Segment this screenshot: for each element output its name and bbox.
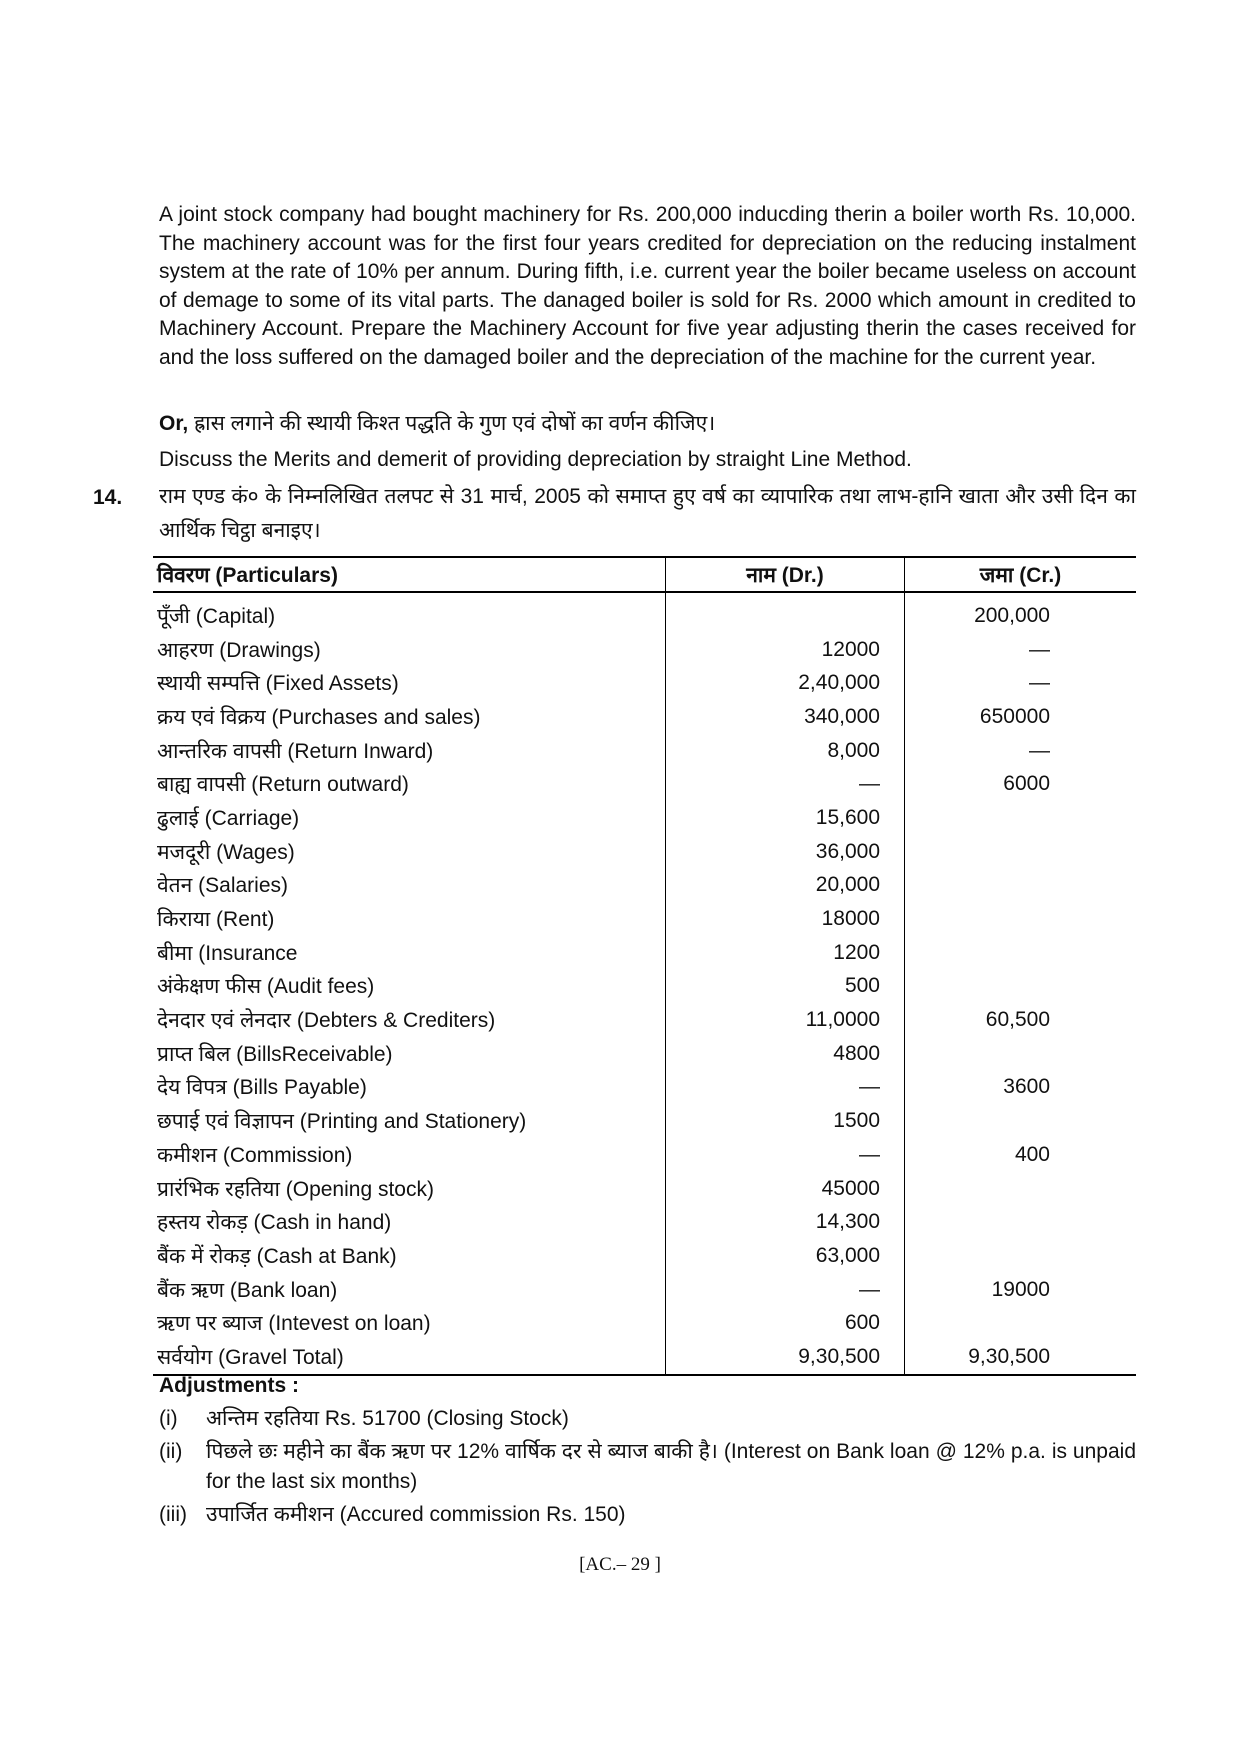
dr-amount-cell: 500: [666, 970, 905, 1004]
dr-amount-cell: 14,300: [666, 1205, 905, 1239]
table-row: [153, 1138, 1136, 1172]
table-row: [153, 592, 1136, 633]
dr-amount-cell: 63,000: [666, 1239, 905, 1273]
adjustment-number: (iii): [159, 1503, 187, 1526]
particular-cell: वेतन (Salaries): [157, 874, 288, 898]
particular-cell: देय विपत्र (Bills Payable): [157, 1076, 367, 1100]
cr-amount-cell: 6000: [905, 767, 1137, 801]
cr-amount-cell: [905, 1037, 1137, 1071]
cr-amount-cell: 19000: [905, 1273, 1137, 1307]
table-row: [153, 1205, 1136, 1239]
table-row: [153, 1306, 1136, 1340]
cr-amount-cell: 200,000: [905, 592, 1137, 633]
dr-amount-cell: 1200: [666, 936, 905, 970]
adjustment-item: [159, 1404, 1136, 1434]
particular-cell: ढुलाई (Carriage): [157, 806, 300, 830]
header-dr: नाम (Dr.): [666, 557, 905, 592]
cr-amount-cell: —: [905, 666, 1137, 700]
or-hindi-line: [159, 410, 715, 438]
dr-amount-cell: 15,600: [666, 801, 905, 835]
or-hindi-text: ह्रास लगाने की स्थायी किश्त पद्धति के गुण एवं दोषों का वर्णन कीजिए।: [194, 412, 716, 435]
dr-amount-cell: 11,0000: [666, 1003, 905, 1037]
cr-amount-cell: [905, 1239, 1137, 1273]
cr-amount-cell: [905, 1172, 1137, 1206]
or-label: Or,: [159, 412, 189, 435]
dr-amount-cell: —: [666, 1273, 905, 1307]
particular-cell: बैंक ऋण (Bank loan): [157, 1278, 338, 1302]
table-row: [153, 700, 1136, 734]
dr-amount-cell: —: [666, 1071, 905, 1105]
or-english-text: Discuss the Merits and demerit of providing depreciation by straight Line Method.: [159, 448, 912, 471]
dr-amount-cell: 9,30,500: [666, 1340, 905, 1375]
table-row: [153, 1071, 1136, 1105]
particular-cell: देनदार एवं लेनदार (Debters & Crediters): [157, 1009, 496, 1033]
table-row: [153, 1003, 1136, 1037]
cr-amount-cell: [905, 1205, 1137, 1239]
adjustment-text: अन्तिम रहतिया Rs. 51700 (Closing Stock): [206, 1407, 569, 1430]
particular-cell: अंकेक्षण फीस (Audit fees): [157, 975, 375, 999]
table-row: [153, 902, 1136, 936]
table-row: [153, 1104, 1136, 1138]
dr-amount-cell: 12000: [666, 633, 905, 667]
dr-amount-cell: 18000: [666, 902, 905, 936]
dr-amount-cell: 8,000: [666, 734, 905, 768]
cr-amount-cell: 60,500: [905, 1003, 1137, 1037]
dr-amount-cell: 2,40,000: [666, 666, 905, 700]
cr-amount-cell: 400: [905, 1138, 1137, 1172]
table-row: [153, 1172, 1136, 1206]
dr-amount-cell: [666, 592, 905, 633]
adjustment-number: (i): [159, 1407, 178, 1430]
question-13-text: A joint stock company had bought machinery for Rs. 200,000 inducding therin a boiler worth Rs. 10,000. The machinery account was for the first four years credited for depreciation on the reducing instalment system at the rate of 10% per annum. During fifth, i.e. current year the boiler became useless on account of demage to some of its vital parts. The danaged boiler is sold for Rs. 2000 which amount in credited to Machinery Account. Prepare the Machinery Account for five year adjusting therin the cases received for and the loss suffered on the damaged boiler and the depreciation of the machine for the current year.: [159, 203, 1136, 369]
cr-amount-cell: [905, 869, 1137, 903]
particular-cell: बाह्य वापसी (Return outward): [157, 773, 409, 797]
dr-amount-cell: —: [666, 1138, 905, 1172]
table-row: [153, 1273, 1136, 1307]
dr-amount-cell: —: [666, 767, 905, 801]
dr-amount-cell: 600: [666, 1306, 905, 1340]
header-particulars: विवरण (Particulars): [153, 557, 666, 592]
particular-cell: ऋण पर ब्याज (Intevest on loan): [157, 1312, 431, 1336]
cr-amount-cell: [905, 835, 1137, 869]
cr-amount-cell: [905, 1104, 1137, 1138]
table-row: [153, 1037, 1136, 1071]
cr-amount-cell: 650000: [905, 700, 1137, 734]
particular-cell: क्रय एवं विक्रय (Purchases and sales): [157, 705, 481, 729]
table-row: [153, 835, 1136, 869]
adjustment-number: (ii): [159, 1440, 183, 1463]
dr-amount-cell: 36,000: [666, 835, 905, 869]
table-row: [153, 801, 1136, 835]
table-row: [153, 666, 1136, 700]
particular-cell: छपाई एवं विज्ञापन (Printing and Stationery): [157, 1110, 527, 1134]
table-row: [153, 1340, 1136, 1375]
particular-cell: आहरण (Drawings): [157, 638, 321, 662]
question-14-number: 14.: [93, 486, 123, 509]
question-14-text: राम एण्ड कं० के निम्नलिखित तलपट से 31 मार्च, 2005 को समाप्त हुए वर्ष का व्यापारिक तथा लाभ-हानि खाता और उसी दिन का आर्थिक चिट्ठा बनाइए।: [159, 485, 1136, 542]
particular-cell: स्थायी सम्पत्ति (Fixed Assets): [157, 672, 399, 696]
cr-amount-cell: 9,30,500: [905, 1340, 1137, 1375]
header-cr: जमा (Cr.): [905, 557, 1137, 592]
dr-amount-cell: 340,000: [666, 700, 905, 734]
table-row: [153, 936, 1136, 970]
particular-cell: सर्वयोग (Gravel Total): [153, 1340, 666, 1375]
table-row: [153, 633, 1136, 667]
particular-cell: मजदूरी (Wages): [157, 840, 295, 864]
table-row: [153, 970, 1136, 1004]
particular-cell: प्राप्त बिल (BillsReceivable): [157, 1042, 393, 1066]
particular-cell: किराया (Rent): [157, 908, 275, 932]
particular-cell: बीमा (Insurance: [157, 941, 298, 965]
particular-cell: प्रारंभिक रहतिया (Opening stock): [157, 1177, 434, 1201]
dr-amount-cell: 4800: [666, 1037, 905, 1071]
cr-amount-cell: —: [905, 734, 1137, 768]
adjustment-item: [159, 1500, 1136, 1530]
adjustment-text: उपार्जित कमीशन (Accured commission Rs. 150): [206, 1503, 626, 1526]
cr-amount-cell: —: [905, 633, 1137, 667]
page-footer: [AC.– 29 ]: [579, 1554, 661, 1575]
particular-cell: बैंक में रोकड़ (Cash at Bank): [157, 1244, 397, 1268]
adjustment-text: पिछले छः महीने का बैंक ऋण पर 12% वार्षिक दर से ब्याज बाकी है। (Interest on Bank loan @ 12% p.a. is unpaid for the last six months): [206, 1440, 1136, 1493]
cr-amount-cell: [905, 970, 1137, 1004]
table-header-row: [153, 557, 1136, 592]
particular-cell: आन्तरिक वापसी (Return Inward): [157, 739, 434, 763]
cr-amount-cell: [905, 801, 1137, 835]
cr-amount-cell: [905, 902, 1137, 936]
dr-amount-cell: 20,000: [666, 869, 905, 903]
particular-cell: कमीशन (Commission): [157, 1143, 353, 1167]
adjustments-title: Adjustments :: [159, 1374, 300, 1397]
cr-amount-cell: 3600: [905, 1071, 1137, 1105]
table-row: [153, 869, 1136, 903]
adjustment-item: [159, 1437, 1136, 1497]
trial-balance-table: [153, 556, 1136, 1376]
table-row: [153, 734, 1136, 768]
particular-cell: हस्तय रोकड़ (Cash in hand): [157, 1211, 392, 1235]
cr-amount-cell: [905, 936, 1137, 970]
dr-amount-cell: 45000: [666, 1172, 905, 1206]
table-row: [153, 1239, 1136, 1273]
dr-amount-cell: 1500: [666, 1104, 905, 1138]
table-row: [153, 767, 1136, 801]
cr-amount-cell: [905, 1306, 1137, 1340]
particular-cell: पूँजी (Capital): [157, 604, 276, 628]
